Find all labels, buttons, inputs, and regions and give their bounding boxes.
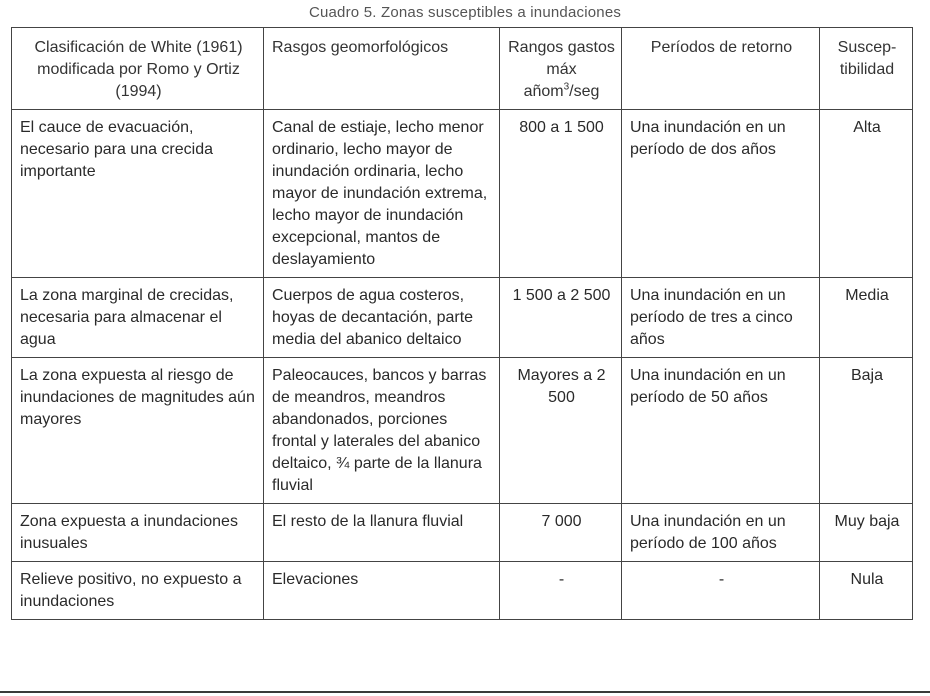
header-rangos-line3: /seg: [569, 83, 600, 100]
table-row: [12, 358, 913, 504]
header-susceptibilidad: Suscep-tibilidad: [820, 28, 913, 110]
cell-susceptibilidad: Muy baja: [820, 504, 913, 562]
cell-rasgos: El resto de la llanura fluvial: [264, 504, 500, 562]
cell-rangos: 800 a 1 500: [500, 110, 622, 278]
cell-periodo: Una inundación en un período de dos años: [622, 110, 820, 278]
page-bottom-rule: [0, 691, 930, 693]
cell-clasificacion: Relieve positivo, no expuesto a inundaciones: [12, 562, 264, 620]
cell-rangos: 1 500 a 2 500: [500, 278, 622, 358]
cell-periodo: -: [622, 562, 820, 620]
table-caption: Cuadro 5. Zonas susceptibles a inundaciones: [308, 4, 622, 21]
cell-rangos: -: [500, 562, 622, 620]
header-rasgos: Rasgos geomorfológicos: [264, 28, 500, 110]
cell-periodo: Una inundación en un período de tres a cinco años: [622, 278, 820, 358]
table-row: [12, 504, 913, 562]
cell-rasgos: Canal de estiaje, lecho menor ordinario, lecho mayor de inundación ordinaria, lecho mayor de inundación extrema, lecho mayor de inundación excepcional, mantos de deslayamiento: [264, 110, 500, 278]
cell-periodo: Una inundación en un período de 50 años: [622, 358, 820, 504]
cell-susceptibilidad: Alta: [820, 110, 913, 278]
header-rangos-superscript: 3: [563, 81, 570, 93]
header-clasificacion: Clasificación de White (1961) modificada por Romo y Ortiz (1994): [12, 28, 264, 110]
cell-periodo: Una inundación en un período de 100 años: [622, 504, 820, 562]
table-row: [12, 278, 913, 358]
header-periodos: Períodos de retorno: [622, 28, 820, 110]
cell-susceptibilidad: Baja: [820, 358, 913, 504]
table-row: [12, 562, 913, 620]
cell-rasgos: Elevaciones: [264, 562, 500, 620]
header-rangos-line1: Rangos gastos máx: [508, 39, 615, 78]
cell-rangos: 7 000: [500, 504, 622, 562]
cell-susceptibilidad: Nula: [820, 562, 913, 620]
table-header-row: [12, 28, 913, 110]
header-rangos-line2: añom: [523, 83, 564, 100]
cell-clasificacion: El cauce de evacuación, necesario para una crecida importante: [12, 110, 264, 278]
cell-clasificacion: Zona expuesta a inundaciones inusuales: [12, 504, 264, 562]
cell-rasgos: Paleocauces, bancos y barras de meandros, meandros abandonados, porciones frontal y laterales del abanico deltaico, ¾ parte de la llanura fluvial: [264, 358, 500, 504]
header-rangos: [500, 28, 622, 110]
cell-clasificacion: La zona expuesta al riesgo de inundaciones de magnitudes aún mayores: [12, 358, 264, 504]
cell-rasgos: Cuerpos de agua costeros, hoyas de decantación, parte media del abanico deltaico: [264, 278, 500, 358]
cell-rangos: Mayores a 2 500: [500, 358, 622, 504]
cell-susceptibilidad: Media: [820, 278, 913, 358]
cell-clasificacion: La zona marginal de crecidas, necesaria para almacenar el agua: [12, 278, 264, 358]
table-row: [12, 110, 913, 278]
flood-zones-table: [11, 27, 913, 620]
